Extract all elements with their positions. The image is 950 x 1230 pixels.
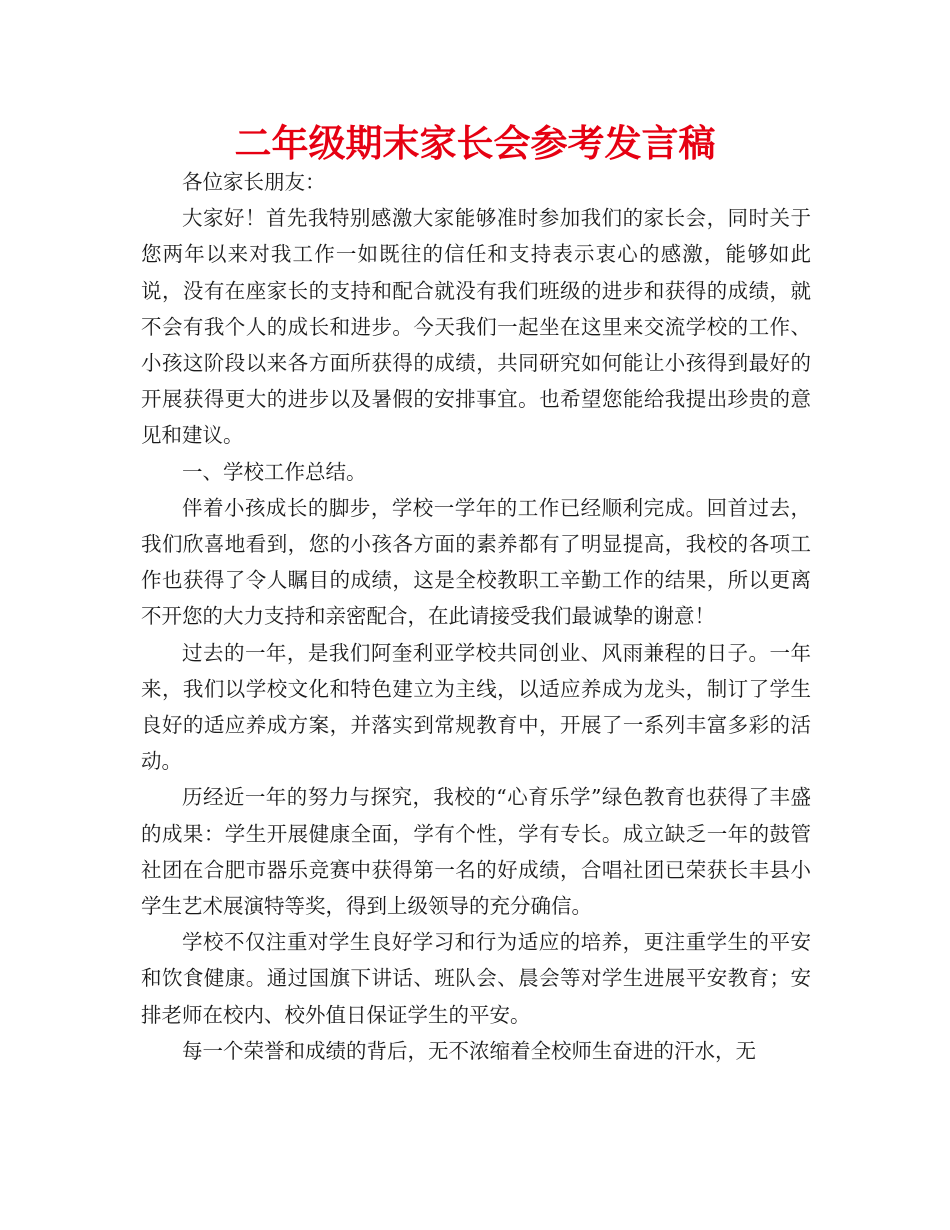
body-paragraph: 过去的一年，是我们阿奎利亚学校共同创业、风雨兼程的日子。一年来，我们以学校文化和特色建立为主线，以适应养成为龙头，制订了学生良好的适应养成方案，并落实到常规教育中，开展了一系列丰富多彩的活动。 [141,640,811,774]
body-paragraph: 历经近一年的努力与探究，我校的“心育乐学”绿色教育也获得了丰盛的成果：学生开展健康全面，学有个性，学有专长。成立缺乏一年的鼓管社团在合肥市器乐竞赛中获得第一名的好成绩，合唱社团已荣获长丰县小学生艺术展演特等奖，得到上级领导的充分确信。 [141,785,811,919]
salutation-paragraph: 各位家长朋友： [182,170,326,194]
document-body [141,164,811,1069]
body-paragraph: 学校不仅注重对学生良好学习和行为适应的培养，更注重学生的平安和饮食健康。通过国旗下讲话、班队会、晨会等对学生进展平安教育；安排老师在校内、校外值日保证学生的平安。 [141,930,811,1027]
body-paragraph: 伴着小孩成长的脚步，学校一学年的工作已经顺利完成。回首过去，我们欣喜地看到，您的小孩各方面的素养都有了明显提高，我校的各项工作也获得了令人瞩目的成绩，这是全校教职工辛勤工作的结果，所以更离不开您的大力支持和亲密配合，在此请接受我们最诚挚的谢意！ [141,495,811,629]
greeting-paragraph: 大家好！首先我特别感激大家能够准时参加我们的家长会，同时关于您两年以来对我工作一如既往的信任和支持表示衷心的感激，能够如此说，没有在座家长的支持和配合就没有我们班级的进步和获得的成绩，就不会有我个人的成长和进步。今天我们一起坐在这里来交流学校的工作、小孩这阶段以来各方面所获得的成绩，共同研究如何能让小孩得到最好的开展获得更大的进步以及暑假的安排事宜。也希望您能给我提出珍贵的意见和建议。 [141,206,811,448]
section-heading: 一、学校工作总结。 [182,459,367,484]
document-title: 二年级期末家长会参考发言稿 [234,122,716,165]
body-paragraph: 每一个荣誉和成绩的背后，无不浓缩着全校师生奋进的汗水，无 [182,1038,756,1063]
